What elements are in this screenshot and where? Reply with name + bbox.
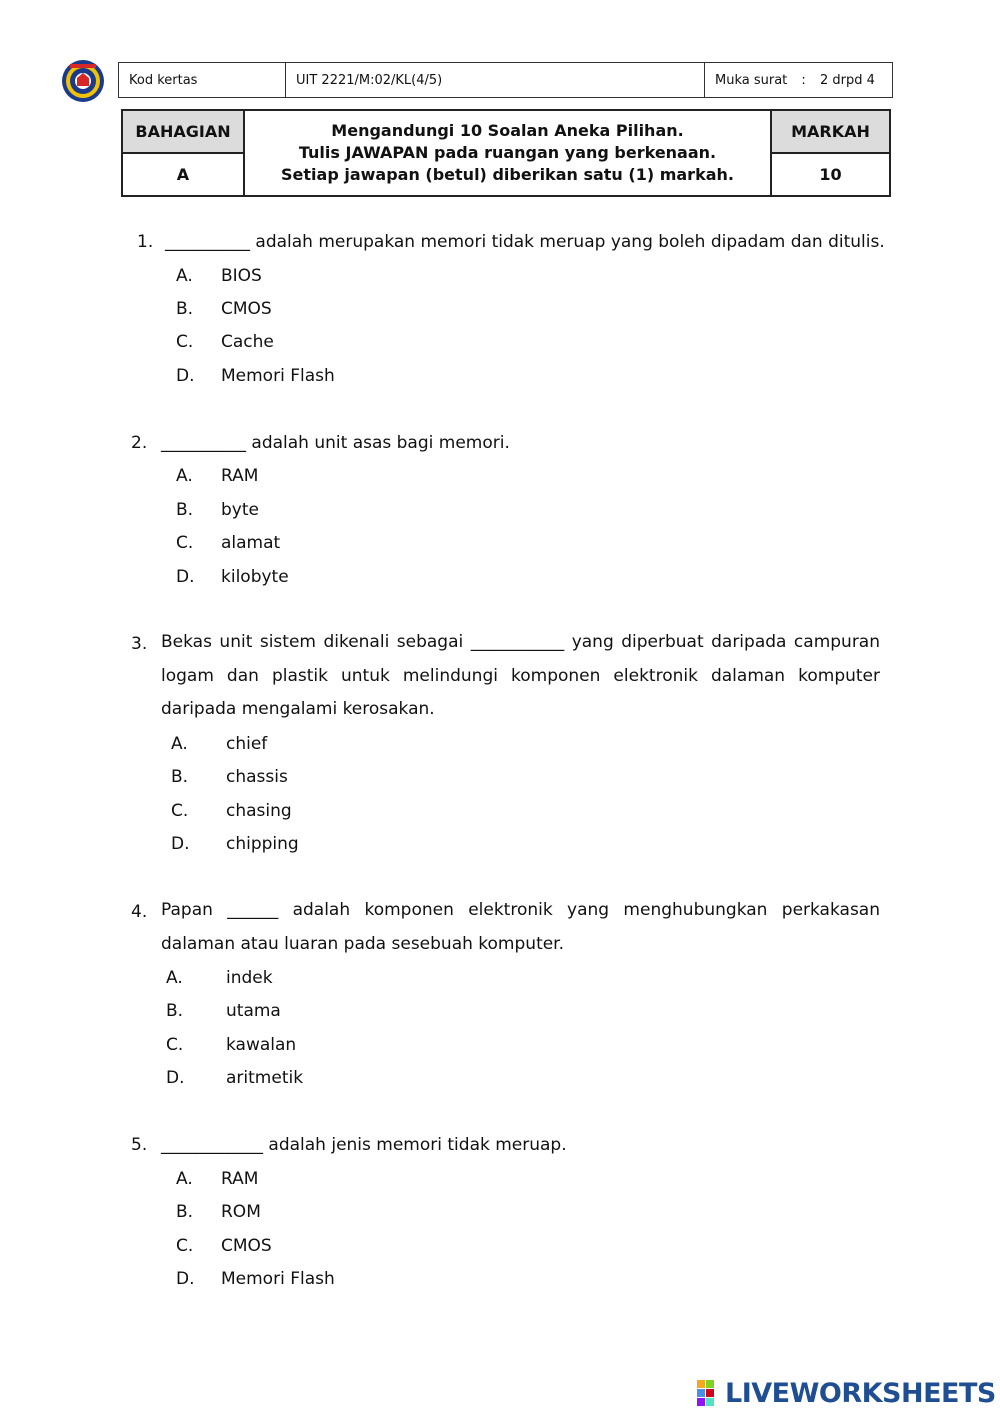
option-letter: C. — [171, 801, 189, 821]
paper-header-table — [118, 62, 893, 98]
option-text: indek — [226, 968, 273, 988]
option-letter: B. — [176, 500, 194, 520]
bahagian-value: A — [122, 153, 244, 196]
option-letter: A. — [176, 466, 193, 486]
question-number: 4. — [131, 902, 148, 922]
markah-label: MARKAH — [771, 110, 890, 153]
option-text: kilobyte — [221, 567, 289, 587]
liveworksheets-brand — [697, 1375, 996, 1411]
option-text: Memori Flash — [221, 366, 335, 386]
option-text: chipping — [226, 834, 299, 854]
section-instructions — [244, 110, 771, 196]
question-number: 5. — [131, 1135, 148, 1155]
option-text: chassis — [226, 767, 288, 787]
option-letter: D. — [176, 1269, 195, 1289]
section-table — [121, 109, 891, 197]
school-logo — [60, 58, 106, 104]
option-text: alamat — [221, 533, 281, 553]
muka-surat-separator: : — [801, 72, 806, 88]
option-letter: D. — [171, 834, 190, 854]
option-text: chasing — [226, 801, 292, 821]
option-text: aritmetik — [226, 1068, 304, 1088]
question-text: __________ adalah merupakan memori tidak meruap yang boleh dipadam dan ditulis. — [165, 232, 885, 252]
muka-surat-cell — [705, 63, 893, 98]
option-text: utama — [226, 1001, 281, 1021]
option-text: chief — [226, 734, 268, 754]
option-letter: D. — [166, 1068, 185, 1088]
option-text: RAM — [221, 466, 259, 486]
option-text: BIOS — [221, 266, 262, 286]
question-number: 2. — [131, 433, 148, 453]
bahagian-label: BAHAGIAN — [122, 110, 244, 153]
option-text: kawalan — [226, 1035, 297, 1055]
question-text: Papan ______ adalah komponen elektronik yang menghubungkan perkakasan dalaman atau luaran pada sesebuah komputer. — [161, 900, 880, 954]
question-text: ____________ adalah jenis memori tidak meruap. — [161, 1135, 567, 1155]
option-text: Memori Flash — [221, 1269, 335, 1289]
option-letter: C. — [166, 1035, 184, 1055]
option-letter: C. — [176, 332, 194, 352]
option-text: Cache — [221, 332, 274, 352]
question-text: __________ adalah unit asas bagi memori. — [161, 433, 510, 453]
option-text: CMOS — [221, 299, 272, 319]
option-letter: D. — [176, 366, 195, 386]
instruction-line-1: Mengandungi 10 Soalan Aneka Pilihan. — [331, 121, 684, 140]
option-letter: A. — [166, 968, 183, 988]
kod-kertas-value: UIT 2221/M:02/KL(4/5) — [286, 63, 705, 98]
question-text: Bekas unit sistem dikenali sebagai ___________ yang diperbuat daripada campuran logam dan plastik untuk melindungi komponen elektronik dalaman komputer daripada mengalami kerosakan. — [161, 632, 880, 719]
option-letter: D. — [176, 567, 195, 587]
option-letter: B. — [166, 1001, 184, 1021]
option-letter: A. — [171, 734, 188, 754]
instruction-line-3: Setiap jawapan (betul) diberikan satu (1) markah. — [281, 165, 734, 184]
question-number: 1. — [137, 232, 154, 252]
option-text: RAM — [221, 1169, 259, 1189]
instruction-line-2: Tulis JAWAPAN pada ruangan yang berkenaan. — [298, 143, 717, 162]
option-text: ROM — [221, 1202, 261, 1222]
muka-surat-label: Muka surat — [715, 72, 788, 88]
kod-kertas-label: Kod kertas — [119, 63, 286, 98]
option-letter: C. — [176, 1236, 194, 1256]
question-number: 3. — [131, 634, 148, 654]
option-text: CMOS — [221, 1236, 272, 1256]
option-letter: A. — [176, 266, 193, 286]
option-letter: B. — [176, 1202, 194, 1222]
liveworksheets-logo-icon — [697, 1380, 723, 1406]
option-letter: C. — [176, 533, 194, 553]
muka-surat-value: 2 drpd 4 — [819, 72, 875, 88]
option-text: byte — [221, 500, 259, 520]
liveworksheets-wordmark: LIVEWORKSHEETS — [725, 1377, 996, 1409]
option-letter: B. — [176, 299, 194, 319]
option-letter: B. — [171, 767, 189, 787]
markah-value: 10 — [771, 153, 890, 196]
option-letter: A. — [176, 1169, 193, 1189]
